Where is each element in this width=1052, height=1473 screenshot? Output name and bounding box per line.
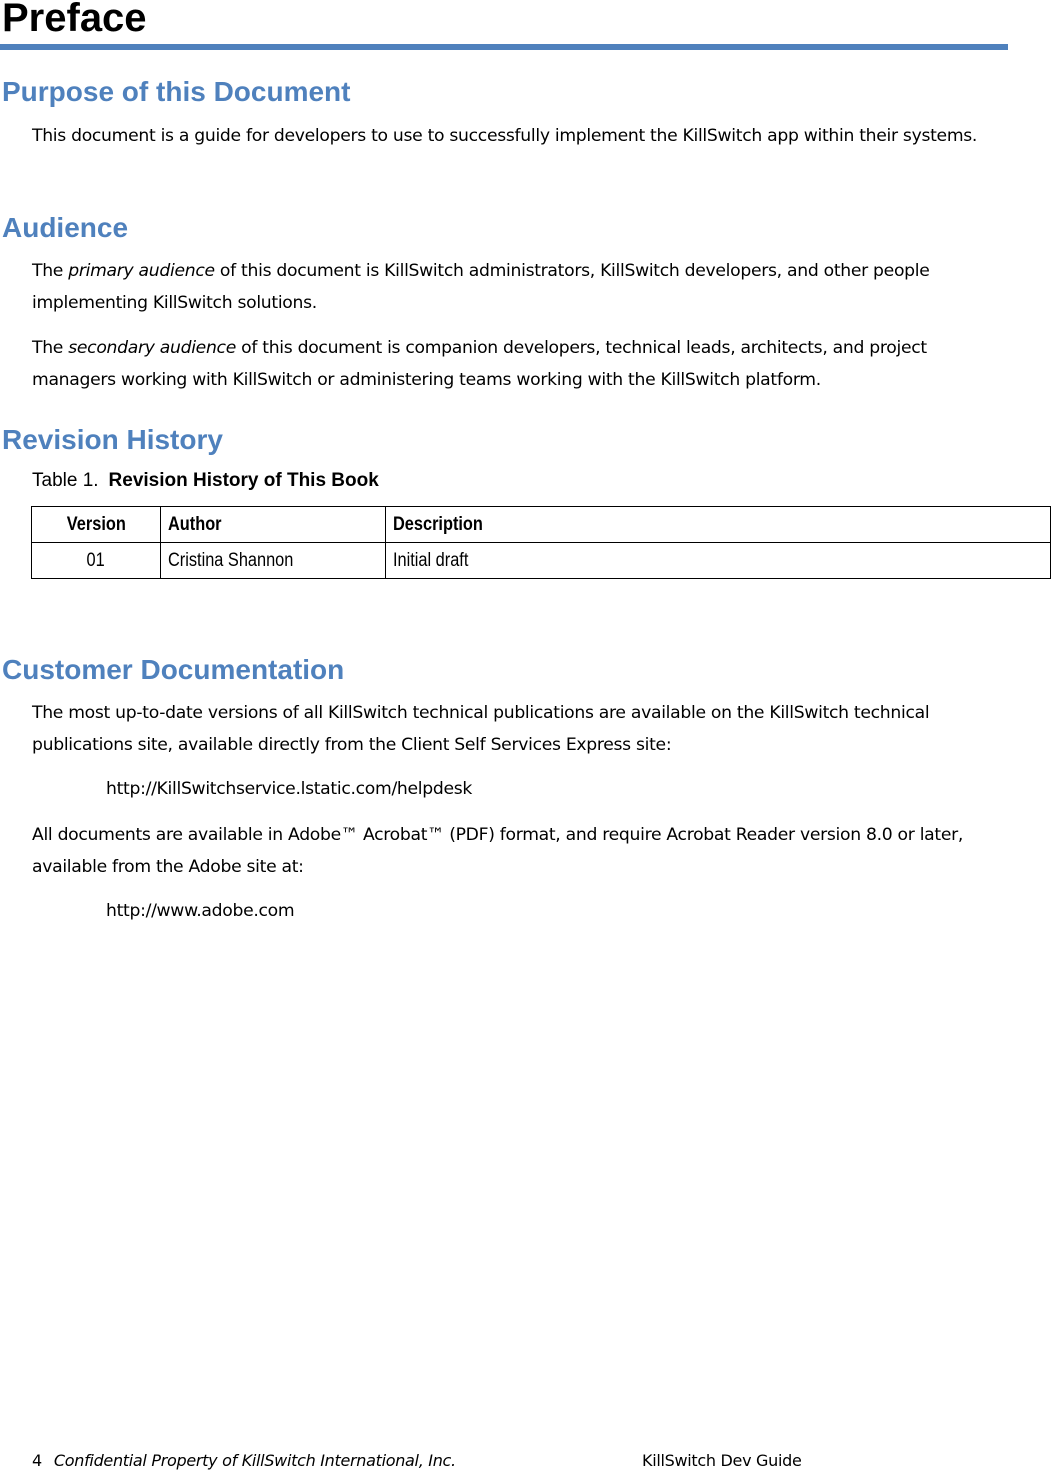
- heading-audience: Audience: [2, 212, 129, 243]
- table-row: [32, 543, 1051, 579]
- confidential-notice: Confidential Property of KillSwitch International, Inc.: [53, 1451, 456, 1470]
- heading-customer-documentation: Customer Documentation: [2, 654, 345, 685]
- helpdesk-link[interactable]: http://KillSwitchservice.lstatic.com/helpdesk: [106, 779, 473, 799]
- column-header-version: [32, 507, 161, 543]
- cell-description-text: Initial draft: [393, 549, 469, 571]
- table-caption: [32, 468, 379, 494]
- customer-paragraph-1: The most up-to-date versions of all KillSwitch technical publications are available on the KillSwitch technical publications site, available directly from the Client Self Services Express site:: [32, 703, 930, 755]
- column-header-author: [161, 507, 386, 543]
- adobe-link[interactable]: http://www.adobe.com: [106, 901, 295, 921]
- cell-description: [386, 543, 1051, 579]
- page-number: 4: [32, 1451, 42, 1470]
- table-caption-label: Table 1.: [32, 470, 99, 491]
- footer-left: [32, 1449, 456, 1473]
- audience-primary-paragraph: [32, 255, 1007, 319]
- page-title: Preface: [2, 0, 147, 40]
- title-rule: [0, 44, 1008, 50]
- heading-purpose: Purpose of this Document: [2, 76, 351, 107]
- audience-secondary-post: of this document is companion developers, technical leads, architects, and project managers working with KillSwitch or administering teams working with the KillSwitch platform.: [32, 338, 927, 390]
- audience-primary-emphasis: primary audience: [68, 261, 215, 281]
- table-caption-title: Revision History of This Book: [108, 470, 379, 491]
- purpose-paragraph: This document is a guide for developers to use to successfully implement the KillSwitch app within their systems.: [32, 126, 978, 146]
- cell-author-text: Cristina Shannon: [168, 549, 294, 571]
- audience-secondary-paragraph: [32, 332, 1007, 396]
- heading-revision-history: Revision History: [2, 424, 223, 455]
- revision-history-table: [31, 506, 1051, 579]
- audience-primary-post: of this document is KillSwitch administrators, KillSwitch developers, and other people implementing KillSwitch solutions.: [32, 261, 930, 313]
- table-header-row: [32, 507, 1051, 543]
- customer-paragraph-2: All documents are available in Adobe™ Acrobat™ (PDF) format, and require Acrobat Reader version 8.0 or later, available from the Adobe site at:: [32, 825, 964, 877]
- cell-author: [161, 543, 386, 579]
- audience-secondary-pre: The: [32, 338, 69, 358]
- column-header-version-label: Version: [66, 513, 126, 535]
- footer-guide-title: KillSwitch Dev Guide: [642, 1451, 802, 1470]
- column-header-author-label: Author: [168, 513, 222, 535]
- column-header-description-label: Description: [393, 513, 483, 535]
- audience-primary-pre: The: [32, 261, 69, 281]
- cell-version: [32, 543, 161, 579]
- column-header-description: [386, 507, 1051, 543]
- cell-version-text: 01: [86, 549, 106, 571]
- audience-secondary-emphasis: secondary audience: [68, 338, 236, 358]
